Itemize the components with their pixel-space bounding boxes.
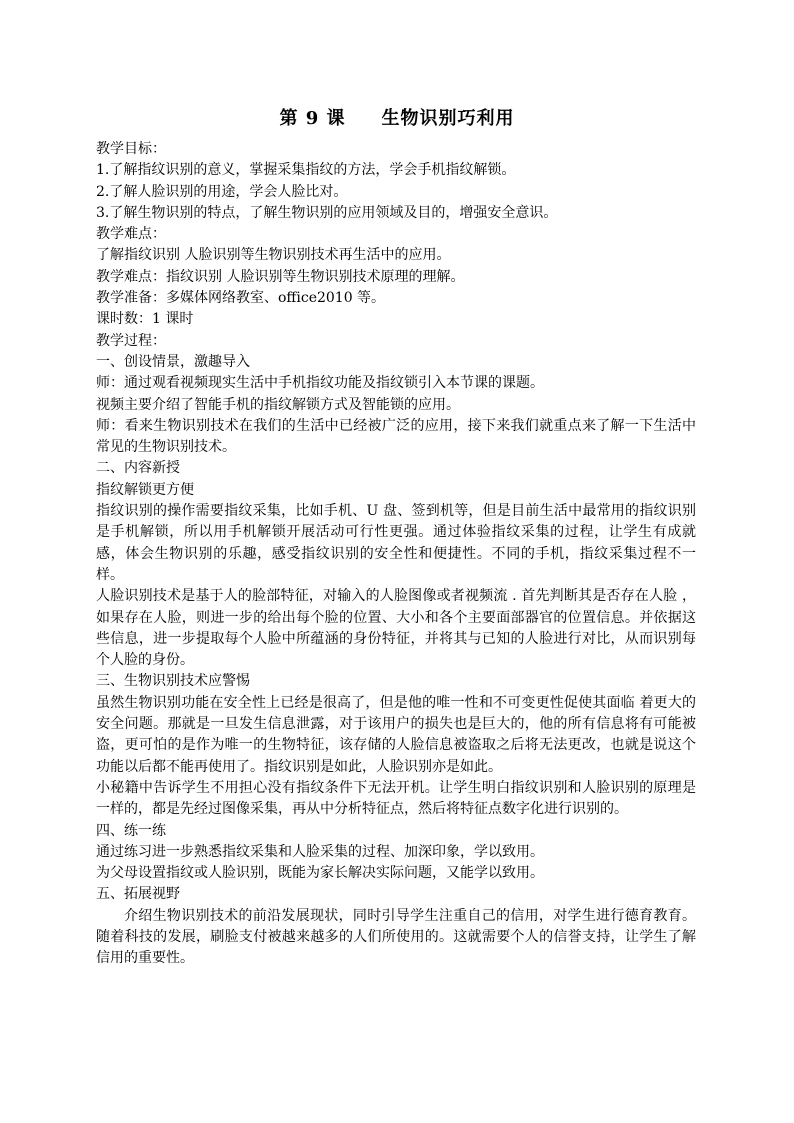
section-1-text-3: 师：看来生物识别技术在我们的生活中已经被广泛的应用，接下来我们就重点来了解一下生活中常见的生物识别技术。 xyxy=(96,417,696,456)
class-hours: 课时数：1 课时 xyxy=(96,311,194,328)
lesson-number: 第 9 课 xyxy=(279,108,346,129)
heading-difficulty: 教学难点： xyxy=(96,226,166,243)
objective-2: 2.了解人脸识别的用途，学会人脸比对。 xyxy=(96,183,348,200)
section-2-subheading: 指纹解锁更方便 xyxy=(96,481,194,498)
objective-1: 1.了解指纹识别的意义，掌握采集指纹的方法，学会手机指纹解锁。 xyxy=(96,162,516,179)
section-4-heading: 四、练一练 xyxy=(96,822,166,839)
section-4-text-2: 为父母设置指纹或人脸识别，既能为家长解决实际问题，又能学以致用。 xyxy=(96,865,544,882)
heading-process: 教学过程： xyxy=(96,332,166,349)
lesson-title xyxy=(0,104,794,134)
section-1-text-1: 师：通过观看视频现实生活中手机指纹功能及指纹锁引入本节课的课题。 xyxy=(96,375,544,392)
section-2-heading: 二、内容新授 xyxy=(96,460,180,477)
difficulty-text: 了解指纹识别 人脸识别等生物识别技术再生活中的应用。 xyxy=(96,247,451,264)
preparation: 教学准备：多媒体网络教室、office2010 等。 xyxy=(96,290,386,307)
section-1-heading: 一、创设情景，激趣导入 xyxy=(96,353,250,370)
section-5-heading: 五、拓展视野 xyxy=(96,886,180,903)
section-2-fingerprint: 指纹识别的操作需要指纹采集，比如手机、U 盘、签到机等，但是目前生活中最常用的指纹识别是手机解锁，所以用手机解锁开展活动可行性更强。通过体验指纹采集的过程，让学生有成就感，体会生物识别的乐趣，感受指纹识别的安全性和便捷性。不同的手机，指纹采集过程不一样。 xyxy=(96,503,696,583)
heading-objectives: 教学目标： xyxy=(96,141,166,157)
difficulty-principle: 教学难点：指纹识别 人脸识别等生物识别技术原理的理解。 xyxy=(96,268,465,285)
section-5-text: 介绍生物识别技术的前沿发展现状，同时引导学生注重自己的信用，对学生进行德育教育。随着科技的发展，刷脸支付被越来越多的人们所使用的。这就需要个人的信誉支持，让学生了解信用的重要性。 xyxy=(96,907,696,967)
objective-3: 3.了解生物识别的特点，了解生物识别的应用领域及目的，增强安全意识。 xyxy=(96,204,558,221)
section-2-face: 人脸识别技术是基于人的脸部特征，对输入的人脸图像或者视频流 . 首先判断其是否存在人脸 ， 如果存在人脸，则进一步的给出每个脸的位置、大小和各个主要面部器官的位置信息。并依据这些信息，进一步提取每个人脸中所蕴涵的身份特征，并将其与已知的人脸进行对比，从而识别每个人脸的身份。 xyxy=(96,588,696,669)
section-1-text-2: 视频主要介绍了智能手机的指纹解锁方式及智能锁的应用。 xyxy=(96,396,460,413)
section-3-heading: 三、生物识别技术应警惕 xyxy=(96,673,250,690)
section-4-text-1: 通过练习进一步熟悉指纹采集和人脸采集的过程、加深印象，学以致用。 xyxy=(96,843,544,860)
lesson-topic: 生物识别巧利用 xyxy=(381,108,515,129)
section-3-text-1: 虽然生物识别功能在安全性上已经是很高了，但是他的唯一性和不可变更性促使其面临 着更大的安全问题。那就是一旦发生信息泄露，对于该用户的损失也是巨大的，他的所有信息将有可能被盗，更可怕的是作为唯一的生物特征，该存储的人脸信息被盗取之后将无法更改，也就是说这个功能以后都不能再使用了。指纹识别是如此，人脸识别亦是如此。 xyxy=(96,694,696,775)
section-3-text-2: 小秘籍中告诉学生不用担心没有指纹条件下无法开机。让学生明白指纹识别和人脸识别的原理是一样的，都是先经过图像采集，再从中分析特征点，然后将特征点数字化进行识别的。 xyxy=(96,779,696,818)
document-body xyxy=(96,139,696,970)
